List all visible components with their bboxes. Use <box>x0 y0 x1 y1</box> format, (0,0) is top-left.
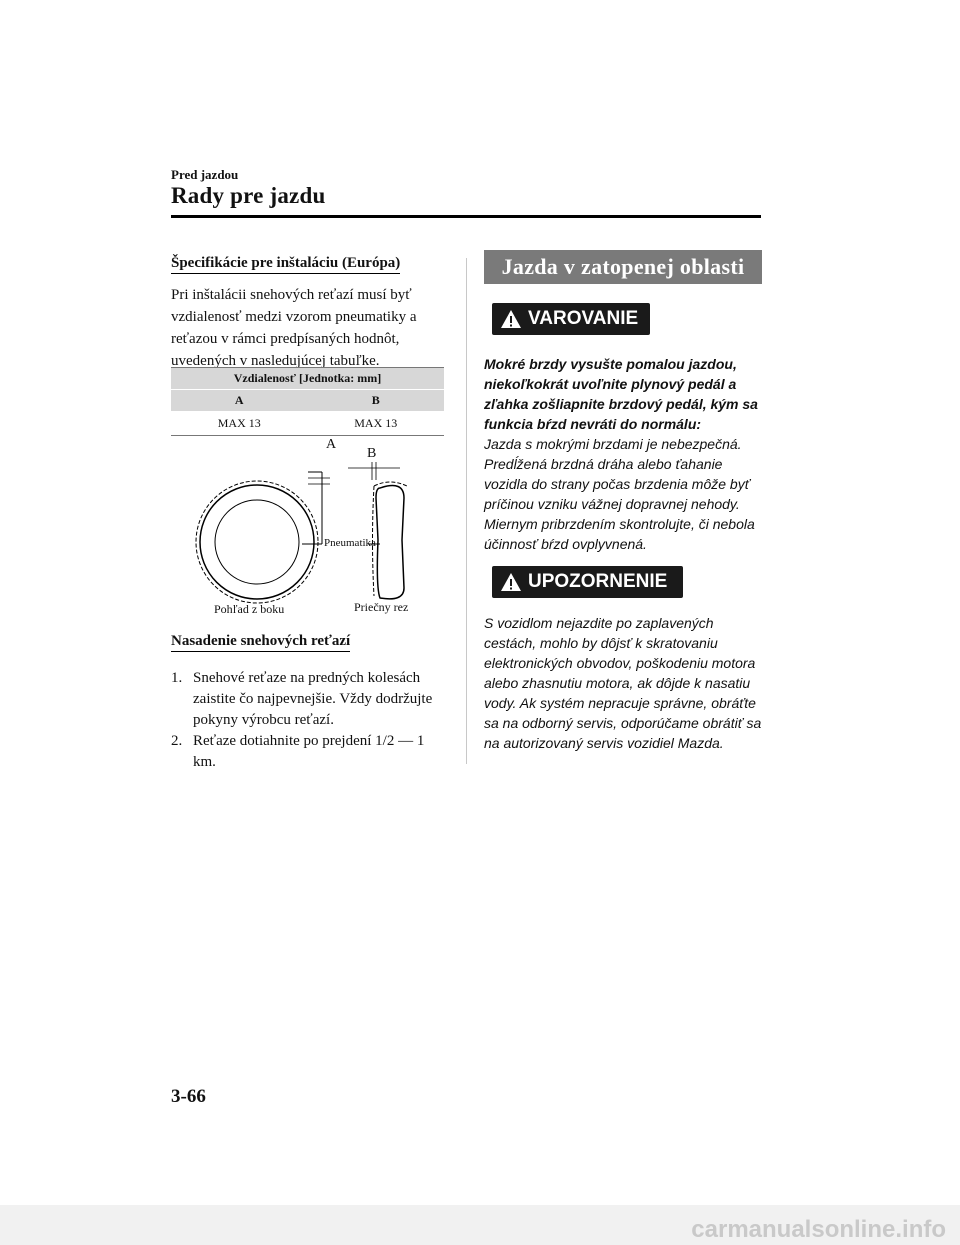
diagram-label-b: B <box>367 446 377 461</box>
table-cell-b: MAX 13 <box>308 411 445 436</box>
caution-triangle-icon <box>500 572 522 592</box>
diagram-label-tire: Pneumatika <box>324 537 376 549</box>
caution-text: S vozidlom nejazdite po zaplavených cestách, mohlo by dôjsť k skratovaniu elektronických obvodov, poškodeniu motora alebo zhasnutiu motora, ak dôjde k nasatiu vody. Ak systém nepracuje správne, obráťte sa na odborný servis, odporúčame obrátiť sa na autorizovaný servis vozidiel Mazda. <box>484 615 762 751</box>
list-item <box>171 731 446 773</box>
footer-watermark: carmanualsonline.info <box>691 1216 946 1243</box>
spec-paragraph: Pri inštalácii snehových reťazí musí byť vzdialenosť medzi vzorom pneumatiky a reťazou v rámci predpísaných hodnôt, uvedených v nasledujúcej tabuľke. <box>171 287 417 369</box>
warning-bold-text: Mokré brzdy vysušte pomalou jazdou, niekoľkokrát uvoľnite plynový pedál a zľahka zošliapnite brzdový pedál, kým sa funkcia bŕzd nevráti do normálu: <box>484 356 758 432</box>
table-caption: Vzdialenosť [Jednotka: mm] <box>233 371 382 385</box>
tire-chain-illustration <box>190 440 440 620</box>
table-header-b: B <box>371 393 380 407</box>
diagram-label-cross-section: Priečny rez <box>354 600 409 614</box>
flooded-area-title: Jazda v zatopenej oblasti <box>484 250 762 284</box>
warning-triangle-icon <box>500 309 522 329</box>
page-title: Rady pre jazdu <box>171 183 326 208</box>
warning-text: Jazda s mokrými brzdami je nebezpečná. Predĺžená brzdná dráha alebo ťahanie vozidla do strany počas brzdenia môže byť príčinou vzniku vážnej dopravnej nehody. Miernym pribrzdením skontrolujte, či nebola účinnosť bŕzd ovplyvnená. <box>484 436 755 552</box>
spec-table <box>171 367 444 436</box>
snow-chain-diagram <box>190 437 440 620</box>
diagram-label-a: A <box>326 437 337 452</box>
list-item <box>171 668 446 731</box>
table-header-a: A <box>234 393 244 407</box>
step-text: Reťaze dotiahnite po prejdení 1/2 ― 1 km. <box>193 733 425 770</box>
mount-heading: Nasadenie snehových reťazí <box>171 633 350 652</box>
section-label: Pred jazdou <box>171 167 239 182</box>
page-number: 3-66 <box>171 1086 206 1107</box>
diagram-label-side-view: Pohľad z boku <box>214 602 285 616</box>
column-divider <box>466 258 467 764</box>
warning-badge <box>492 303 650 335</box>
warning-label: VAROVANIE <box>528 308 639 329</box>
step-number: 1. <box>171 670 183 686</box>
left-column <box>171 254 446 372</box>
caution-label: UPOZORNENIE <box>528 571 668 592</box>
step-text: Snehové reťaze na predných kolesách zaistite čo najpevnejšie. Vždy dodržujte pokyny výrobcu reťazí. <box>193 670 433 728</box>
caution-badge <box>492 566 683 598</box>
spec-heading: Špecifikácie pre inštaláciu (Európa) <box>171 255 400 274</box>
table-cell-a: MAX 13 <box>171 411 308 436</box>
step-number: 2. <box>171 733 183 749</box>
header-rule <box>171 215 761 218</box>
mount-steps <box>171 668 446 773</box>
